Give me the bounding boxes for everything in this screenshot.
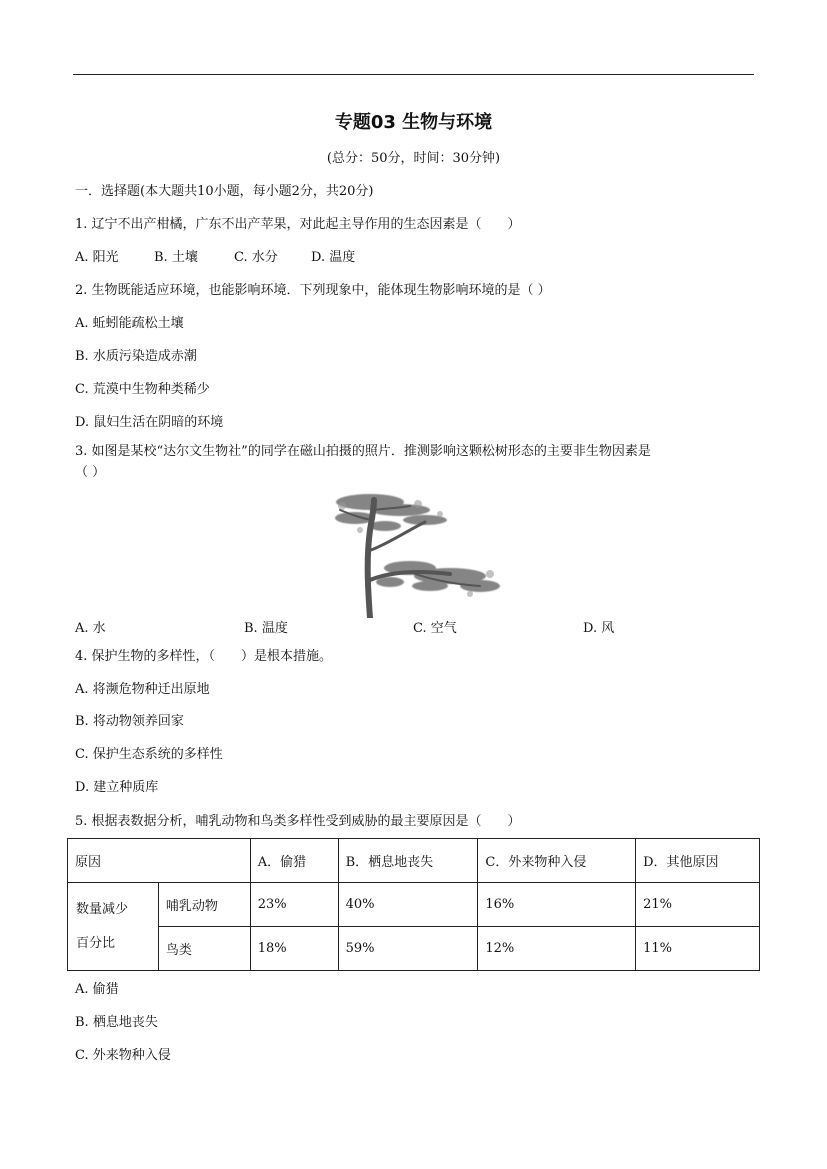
page-subtitle: (总分：50分，时间：30分钟) xyxy=(326,151,501,166)
data-table xyxy=(67,838,760,971)
q3-option-c: C. 空气 xyxy=(413,621,457,636)
q2-option-b: B. 水质污染造成赤潮 xyxy=(75,349,197,364)
q3-option-b: B. 温度 xyxy=(244,621,288,636)
q5-option-a: A. 偷猎 xyxy=(75,982,119,997)
page-title: 专题03 生物与环境 xyxy=(334,112,493,133)
q5-option-c: C. 外来物种入侵 xyxy=(75,1048,171,1063)
q4-option-d: D. 建立种质库 xyxy=(75,780,159,795)
row-group-label xyxy=(68,883,159,971)
row-group-label-line: 百分比 xyxy=(76,935,116,951)
row-label: 鸟类 xyxy=(158,927,250,971)
table-cell: 40% xyxy=(338,883,478,927)
header-rule xyxy=(73,74,754,75)
q1-option-b: B. 土壤 xyxy=(154,250,198,265)
row-label: 哺乳动物 xyxy=(158,883,250,927)
pine-tree-photo xyxy=(330,490,502,618)
table-cell: 21% xyxy=(636,883,760,927)
question-3-stem-cont: （ ） xyxy=(75,465,106,480)
q3-option-d: D. 风 xyxy=(583,621,615,636)
q2-option-d: D. 鼠妇生活在阴暗的环境 xyxy=(75,415,224,430)
q2-option-c: C. 荒漠中生物种类稀少 xyxy=(75,382,210,397)
table-cell: 12% xyxy=(478,927,636,971)
table-cell: 23% xyxy=(250,883,338,927)
table-cell: 59% xyxy=(338,927,478,971)
table-header-cell: A．偷猎 xyxy=(250,839,338,883)
q2-option-a: A. 蚯蚓能疏松土壤 xyxy=(75,316,184,331)
q4-option-a: A. 将濒危物种迁出原地 xyxy=(75,682,210,697)
question-3-stem: 3. 如图是某校“达尔文生物社”的同学在磁山拍摄的照片．推测影响这颗松树形态的主要非生物因素是 xyxy=(75,444,651,459)
question-4-stem: 4. 保护生物的多样性，（ ）是根本措施。 xyxy=(75,649,333,664)
table-header-cell: D．其他原因 xyxy=(636,839,760,883)
table-row xyxy=(68,927,760,971)
table-header-row xyxy=(68,839,760,883)
table-header-cell: 原因 xyxy=(68,839,251,883)
table-row xyxy=(68,883,760,927)
q5-option-b: B. 栖息地丧失 xyxy=(75,1015,158,1030)
q3-option-a: A. 水 xyxy=(75,621,106,636)
q4-option-c: C. 保护生态系统的多样性 xyxy=(75,747,223,762)
table-cell: 18% xyxy=(250,927,338,971)
row-group-label-line: 数量减少 xyxy=(76,901,129,917)
table-header-cell: C．外来物种入侵 xyxy=(478,839,636,883)
question-1-stem: 1. 辽宁不出产柑橘，广东不出产苹果，对此起主导作用的生态因素是（ ） xyxy=(75,217,521,232)
question-5-stem: 5. 根据表数据分析，哺乳动物和鸟类多样性受到威胁的最主要原因是（ ） xyxy=(75,814,521,829)
table-cell: 11% xyxy=(636,927,760,971)
q1-option-c: C. 水分 xyxy=(234,250,278,265)
section-heading: 一．选择题(本大题共10小题，每小题2分，共20分) xyxy=(75,184,374,199)
table-cell: 16% xyxy=(478,883,636,927)
q1-option-a: A. 阳光 xyxy=(75,250,119,265)
question-2-stem: 2. 生物既能适应环境，也能影响环境．下列现象中，能体现生物影响环境的是（ ） xyxy=(75,283,551,298)
q1-option-d: D. 温度 xyxy=(311,250,356,265)
table-header-cell: B．栖息地丧失 xyxy=(338,839,478,883)
q4-option-b: B. 将动物领养回家 xyxy=(75,714,184,729)
